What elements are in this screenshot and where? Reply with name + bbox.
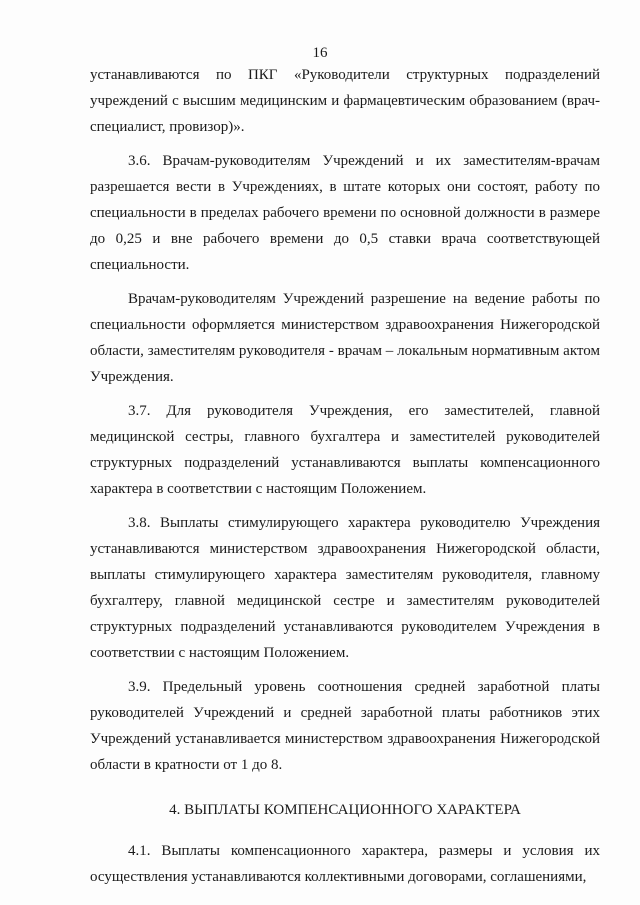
paragraph-3-9: 3.9. Предельный уровень соотношения средней заработной платы руководителей Учреждений и средней заработной платы работников этих Учреждений устанавливается министерством здравоохранения Нижегородской области в кратности от 1 до 8. — [90, 679, 600, 773]
section-heading: 4. ВЫПЛАТЫ КОМПЕНСАЦИОННОГО ХАРАКТЕРА — [169, 802, 521, 818]
paragraph-3-6-note: Врачам-руководителям Учреждений разрешение на ведение работы по специальности оформляется министерством здравоохранения Нижегородской области, заместителям руководителя - врачам – локальным нормативным актом Учреждения. — [90, 291, 600, 385]
document-body — [90, 62, 600, 890]
paragraph-3-7: 3.7. Для руководителя Учреждения, его заместителей, главной медицинской сестры, главного бухгалтера и заместителей руководителей структурных подразделений устанавливаются выплаты компенсационного характера в соответствии с настоящим Положением. — [90, 403, 600, 497]
paragraph-3-6: 3.6. Врачам-руководителям Учреждений и их заместителям-врачам разрешается вести в Учреждениях, в штате которых они состоят, работу по специальности в пределах рабочего времени по основной должности в размере до 0,25 и вне рабочего времени до 0,5 ставки врача соответствующей специальности. — [90, 153, 600, 273]
paragraph-4-1: 4.1. Выплаты компенсационного характера, размеры и условия их осуществления устанавливаются коллективными договорами, соглашениями, — [90, 843, 600, 885]
page-number: 16 — [312, 45, 328, 61]
paragraph-3-8: 3.8. Выплаты стимулирующего характера руководителю Учреждения устанавливаются министерством здравоохранения Нижегородской области, выплаты стимулирующего характера заместителям руководителя, главному бухгалтеру, главной медицинской сестре и заместителям руководителей структурных подразделений устанавливаются руководителем Учреждения в соответствии с настоящим Положением. — [90, 515, 600, 661]
paragraph-continuation: устанавливаются по ПКГ «Руководители структурных подразделений учреждений с высшим медицинским и фармацевтическим образованием (врач-специалист, провизор)». — [90, 67, 600, 135]
